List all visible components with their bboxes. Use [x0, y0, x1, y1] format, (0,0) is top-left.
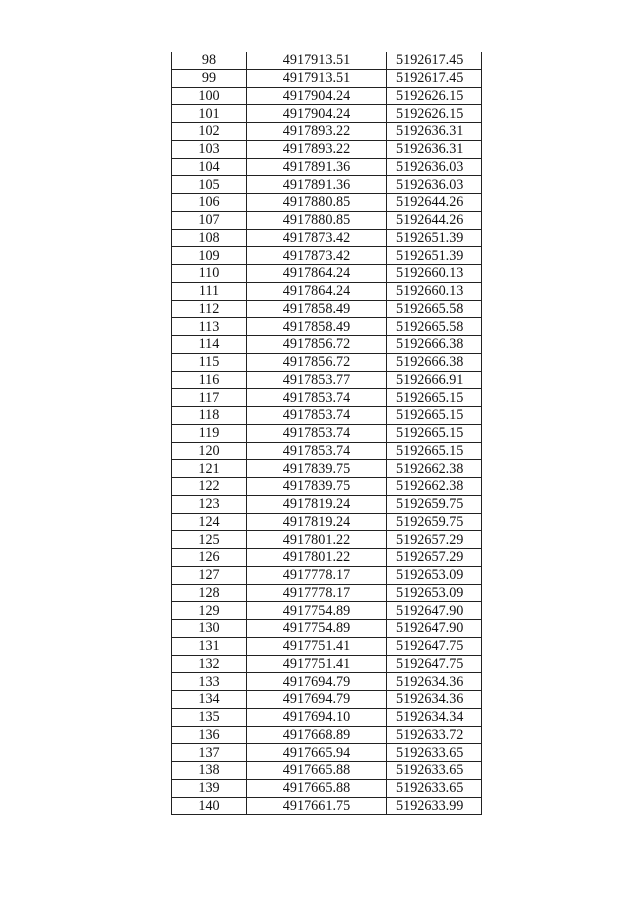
coordinates-table — [171, 52, 482, 815]
x-coordinate-cell: 4917839.75 — [247, 460, 387, 478]
x-coordinate-cell: 4917665.88 — [247, 779, 387, 797]
point-number-cell: 130 — [172, 620, 247, 638]
point-number-cell: 98 — [172, 52, 247, 69]
x-coordinate-cell: 4917694.79 — [247, 673, 387, 691]
y-coordinate-cell: 5192653.09 — [387, 566, 482, 584]
point-number-cell: 119 — [172, 424, 247, 442]
table-row — [172, 424, 482, 442]
table-row — [172, 584, 482, 602]
point-number-cell: 129 — [172, 602, 247, 620]
y-coordinate-cell: 5192636.31 — [387, 123, 482, 141]
x-coordinate-cell: 4917858.49 — [247, 318, 387, 336]
point-number-cell: 117 — [172, 389, 247, 407]
point-number-cell: 105 — [172, 176, 247, 194]
y-coordinate-cell: 5192634.36 — [387, 691, 482, 709]
y-coordinate-cell: 5192636.03 — [387, 176, 482, 194]
table-row — [172, 140, 482, 158]
point-number-cell: 123 — [172, 495, 247, 513]
table-row — [172, 407, 482, 425]
point-number-cell: 132 — [172, 655, 247, 673]
table-row — [172, 318, 482, 336]
point-number-cell: 108 — [172, 229, 247, 247]
y-coordinate-cell: 5192617.45 — [387, 69, 482, 87]
y-coordinate-cell: 5192644.26 — [387, 211, 482, 229]
y-coordinate-cell: 5192644.26 — [387, 194, 482, 212]
table-row — [172, 158, 482, 176]
y-coordinate-cell: 5192636.03 — [387, 158, 482, 176]
y-coordinate-cell: 5192647.75 — [387, 637, 482, 655]
y-coordinate-cell: 5192660.13 — [387, 265, 482, 283]
y-coordinate-cell: 5192617.45 — [387, 52, 482, 69]
table-row — [172, 389, 482, 407]
point-number-cell: 135 — [172, 708, 247, 726]
y-coordinate-cell: 5192626.15 — [387, 105, 482, 123]
y-coordinate-cell: 5192633.65 — [387, 779, 482, 797]
x-coordinate-cell: 4917754.89 — [247, 602, 387, 620]
y-coordinate-cell: 5192666.38 — [387, 336, 482, 354]
x-coordinate-cell: 4917873.42 — [247, 247, 387, 265]
point-number-cell: 124 — [172, 513, 247, 531]
x-coordinate-cell: 4917853.74 — [247, 442, 387, 460]
point-number-cell: 138 — [172, 762, 247, 780]
y-coordinate-cell: 5192665.15 — [387, 424, 482, 442]
point-number-cell: 106 — [172, 194, 247, 212]
y-coordinate-cell: 5192634.34 — [387, 708, 482, 726]
point-number-cell: 103 — [172, 140, 247, 158]
x-coordinate-cell: 4917891.36 — [247, 176, 387, 194]
y-coordinate-cell: 5192662.38 — [387, 460, 482, 478]
table-row — [172, 353, 482, 371]
point-number-cell: 140 — [172, 797, 247, 815]
point-number-cell: 110 — [172, 265, 247, 283]
table-row — [172, 637, 482, 655]
y-coordinate-cell: 5192651.39 — [387, 247, 482, 265]
table-row — [172, 531, 482, 549]
point-number-cell: 121 — [172, 460, 247, 478]
x-coordinate-cell: 4917856.72 — [247, 353, 387, 371]
y-coordinate-cell: 5192665.15 — [387, 389, 482, 407]
x-coordinate-cell: 4917864.24 — [247, 265, 387, 283]
table-row — [172, 726, 482, 744]
table-row — [172, 229, 482, 247]
y-coordinate-cell: 5192665.15 — [387, 407, 482, 425]
table-row — [172, 691, 482, 709]
x-coordinate-cell: 4917665.94 — [247, 744, 387, 762]
x-coordinate-cell: 4917904.24 — [247, 87, 387, 105]
point-number-cell: 126 — [172, 549, 247, 567]
point-number-cell: 118 — [172, 407, 247, 425]
y-coordinate-cell: 5192647.90 — [387, 620, 482, 638]
table-row — [172, 762, 482, 780]
y-coordinate-cell: 5192653.09 — [387, 584, 482, 602]
table-row — [172, 655, 482, 673]
point-number-cell: 134 — [172, 691, 247, 709]
x-coordinate-cell: 4917694.79 — [247, 691, 387, 709]
x-coordinate-cell: 4917880.85 — [247, 194, 387, 212]
y-coordinate-cell: 5192666.91 — [387, 371, 482, 389]
x-coordinate-cell: 4917856.72 — [247, 336, 387, 354]
x-coordinate-cell: 4917819.24 — [247, 513, 387, 531]
y-coordinate-cell: 5192651.39 — [387, 229, 482, 247]
y-coordinate-cell: 5192634.36 — [387, 673, 482, 691]
y-coordinate-cell: 5192626.15 — [387, 87, 482, 105]
table-row — [172, 371, 482, 389]
x-coordinate-cell: 4917864.24 — [247, 282, 387, 300]
point-number-cell: 104 — [172, 158, 247, 176]
point-number-cell: 120 — [172, 442, 247, 460]
y-coordinate-cell: 5192633.65 — [387, 762, 482, 780]
table-row — [172, 566, 482, 584]
y-coordinate-cell: 5192633.65 — [387, 744, 482, 762]
y-coordinate-cell: 5192659.75 — [387, 513, 482, 531]
point-number-cell: 114 — [172, 336, 247, 354]
point-number-cell: 127 — [172, 566, 247, 584]
x-coordinate-cell: 4917819.24 — [247, 495, 387, 513]
y-coordinate-cell: 5192660.13 — [387, 282, 482, 300]
x-coordinate-cell: 4917694.10 — [247, 708, 387, 726]
x-coordinate-cell: 4917661.75 — [247, 797, 387, 815]
y-coordinate-cell: 5192665.15 — [387, 442, 482, 460]
point-number-cell: 133 — [172, 673, 247, 691]
point-number-cell: 122 — [172, 478, 247, 496]
point-number-cell: 107 — [172, 211, 247, 229]
point-number-cell: 99 — [172, 69, 247, 87]
table-row — [172, 478, 482, 496]
x-coordinate-cell: 4917754.89 — [247, 620, 387, 638]
table-row — [172, 300, 482, 318]
table-row — [172, 797, 482, 815]
x-coordinate-cell: 4917904.24 — [247, 105, 387, 123]
x-coordinate-cell: 4917913.51 — [247, 69, 387, 87]
table-row — [172, 69, 482, 87]
y-coordinate-cell: 5192662.38 — [387, 478, 482, 496]
y-coordinate-cell: 5192666.38 — [387, 353, 482, 371]
y-coordinate-cell: 5192633.99 — [387, 797, 482, 815]
y-coordinate-cell: 5192633.72 — [387, 726, 482, 744]
point-number-cell: 115 — [172, 353, 247, 371]
y-coordinate-cell: 5192636.31 — [387, 140, 482, 158]
x-coordinate-cell: 4917853.74 — [247, 389, 387, 407]
table-row — [172, 779, 482, 797]
point-number-cell: 137 — [172, 744, 247, 762]
y-coordinate-cell: 5192665.58 — [387, 300, 482, 318]
table-row — [172, 176, 482, 194]
table-row — [172, 123, 482, 141]
x-coordinate-cell: 4917668.89 — [247, 726, 387, 744]
x-coordinate-cell: 4917913.51 — [247, 52, 387, 69]
x-coordinate-cell: 4917880.85 — [247, 211, 387, 229]
point-number-cell: 109 — [172, 247, 247, 265]
table-row — [172, 495, 482, 513]
point-number-cell: 101 — [172, 105, 247, 123]
table-row — [172, 211, 482, 229]
table-row — [172, 708, 482, 726]
table-row — [172, 442, 482, 460]
point-number-cell: 139 — [172, 779, 247, 797]
table-row — [172, 513, 482, 531]
table-row — [172, 336, 482, 354]
point-number-cell: 125 — [172, 531, 247, 549]
table-row — [172, 602, 482, 620]
x-coordinate-cell: 4917801.22 — [247, 531, 387, 549]
y-coordinate-cell: 5192659.75 — [387, 495, 482, 513]
x-coordinate-cell: 4917751.41 — [247, 655, 387, 673]
table-row — [172, 194, 482, 212]
x-coordinate-cell: 4917665.88 — [247, 762, 387, 780]
table-row — [172, 105, 482, 123]
point-number-cell: 131 — [172, 637, 247, 655]
x-coordinate-cell: 4917839.75 — [247, 478, 387, 496]
table-row — [172, 247, 482, 265]
x-coordinate-cell: 4917853.77 — [247, 371, 387, 389]
table-row — [172, 265, 482, 283]
coordinates-table-body — [172, 52, 482, 815]
x-coordinate-cell: 4917853.74 — [247, 407, 387, 425]
table-row — [172, 549, 482, 567]
y-coordinate-cell: 5192647.75 — [387, 655, 482, 673]
x-coordinate-cell: 4917778.17 — [247, 566, 387, 584]
x-coordinate-cell: 4917853.74 — [247, 424, 387, 442]
y-coordinate-cell: 5192657.29 — [387, 531, 482, 549]
table-row — [172, 460, 482, 478]
x-coordinate-cell: 4917778.17 — [247, 584, 387, 602]
x-coordinate-cell: 4917891.36 — [247, 158, 387, 176]
table-row — [172, 673, 482, 691]
x-coordinate-cell: 4917893.22 — [247, 123, 387, 141]
table-row — [172, 620, 482, 638]
y-coordinate-cell: 5192657.29 — [387, 549, 482, 567]
table-row — [172, 744, 482, 762]
point-number-cell: 128 — [172, 584, 247, 602]
x-coordinate-cell: 4917893.22 — [247, 140, 387, 158]
y-coordinate-cell: 5192665.58 — [387, 318, 482, 336]
table-row — [172, 282, 482, 300]
x-coordinate-cell: 4917751.41 — [247, 637, 387, 655]
table-row — [172, 87, 482, 105]
x-coordinate-cell: 4917873.42 — [247, 229, 387, 247]
table-row — [172, 52, 482, 69]
point-number-cell: 102 — [172, 123, 247, 141]
point-number-cell: 111 — [172, 282, 247, 300]
point-number-cell: 136 — [172, 726, 247, 744]
x-coordinate-cell: 4917858.49 — [247, 300, 387, 318]
x-coordinate-cell: 4917801.22 — [247, 549, 387, 567]
point-number-cell: 100 — [172, 87, 247, 105]
point-number-cell: 113 — [172, 318, 247, 336]
point-number-cell: 112 — [172, 300, 247, 318]
y-coordinate-cell: 5192647.90 — [387, 602, 482, 620]
point-number-cell: 116 — [172, 371, 247, 389]
